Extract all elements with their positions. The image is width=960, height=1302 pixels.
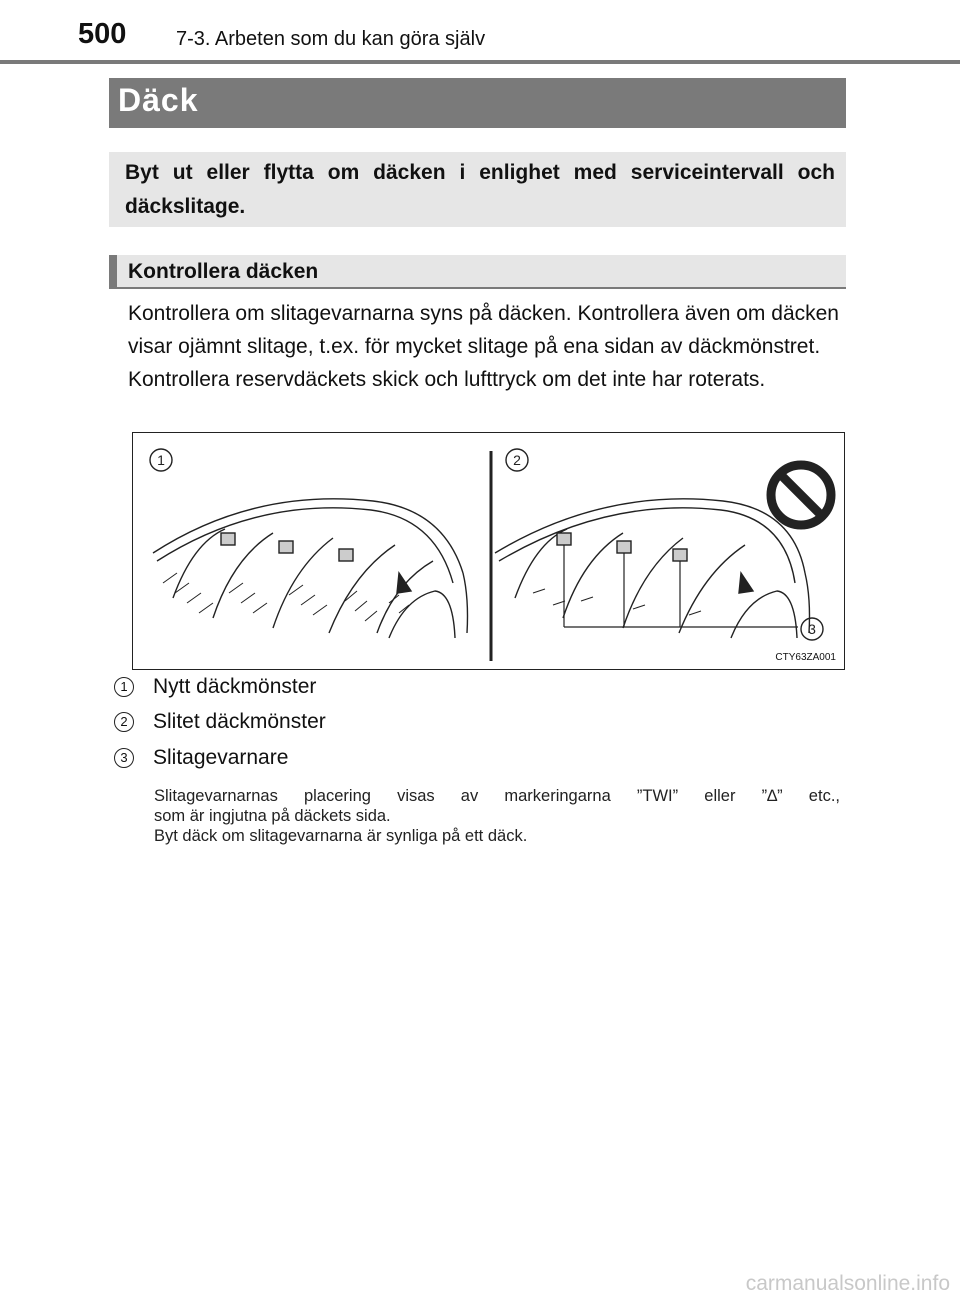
summary-text: Byt ut eller flytta om däcken i enlighet med serviceintervall och däckslitage. — [125, 161, 835, 218]
callout-2: 2 — [513, 452, 521, 468]
subsection-title: Kontrollera däcken — [128, 260, 319, 283]
paragraph-tread-check: Kontrollera om slitagevarnarna syns på däcken. Kontrollera även om däcken visar ojämnt slitage, t.ex. för mycket slitage på ena sidan av däckmönstret. — [128, 302, 839, 358]
callout-1: 1 — [157, 452, 165, 468]
running-head: 7-3. Arbeten som du kan göra själv — [176, 28, 486, 50]
paragraph-spare-check: Kontrollera reservdäckets skick och lufttryck om det inte har roterats. — [128, 368, 766, 391]
worn-tire-graphic — [495, 499, 810, 638]
page-number: 500 — [78, 18, 127, 50]
watermark: carmanualsonline.info — [745, 1272, 950, 1295]
legend-label: Slitagevarnare — [153, 746, 289, 769]
note-line-2: som är ingjutna på däckets sida. — [154, 807, 391, 825]
tire-drawing — [133, 433, 846, 671]
figure-code: CTY63ZA001 — [775, 652, 836, 663]
section-title: Däck — [118, 82, 199, 118]
section-title-band — [109, 78, 846, 128]
header-rule — [0, 60, 960, 64]
note-line-3: Byt däck om slitagevarnarna är synliga på ett däck. — [154, 827, 528, 845]
legend-number: 3 — [114, 748, 134, 768]
legend-label: Slitet däckmönster — [153, 710, 326, 733]
body-text — [128, 297, 839, 396]
wear-indicator-note — [154, 786, 840, 846]
legend-number: 2 — [114, 712, 134, 732]
legend-label: Nytt däckmönster — [153, 675, 317, 698]
new-tire-graphic — [153, 499, 468, 638]
tire-illustration — [132, 432, 845, 670]
prohibited-icon — [771, 465, 831, 525]
legend-number: 1 — [114, 677, 134, 697]
callout-3: 3 — [808, 621, 816, 637]
note-line-1: Slitagevarnarnas placering visas av markeringarna ”TWI” eller ”∆” etc., — [154, 787, 840, 805]
